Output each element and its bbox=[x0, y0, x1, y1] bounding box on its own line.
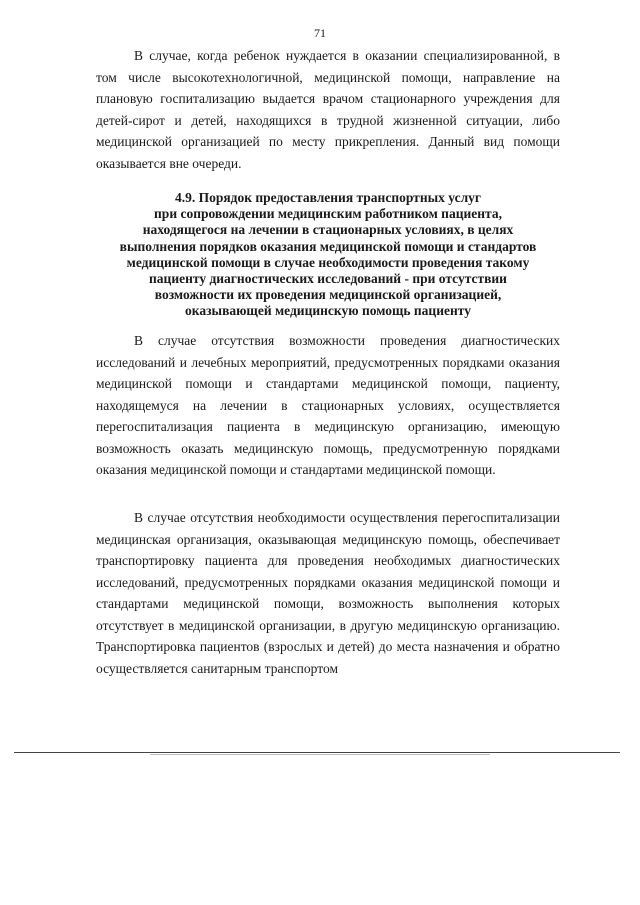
heading-line: при сопровождении медицинским работником пациента, bbox=[154, 206, 502, 222]
heading-line: пациенту диагностических исследований - при отсутствии bbox=[149, 271, 507, 287]
heading-line: выполнения порядков оказания медицинской помощи и стандартов bbox=[119, 238, 537, 254]
paragraph-rehospitalization bbox=[96, 330, 560, 481]
paragraph-text: В случае, когда ребенок нуждается в оказании специализированной, в том числе высокотехнологичной, медицинской помощи, направление на плановую госпитализацию выдается врачом стационарного учреждения для детей-сирот и детей, находящихся в трудной жизненной ситуации, либо медицинской организацией по месту прикрепления. Данный вид помощи оказывается вне очереди. bbox=[96, 48, 560, 171]
heading-line: 4.9. Порядок предоставления транспортных услуг bbox=[174, 190, 482, 205]
heading-line: оказывающей медицинскую помощь пациенту bbox=[185, 303, 471, 319]
section-heading-4-9 bbox=[88, 190, 568, 320]
footer-divider bbox=[14, 752, 620, 753]
heading-line: возможности их проведения медицинской организацией, bbox=[154, 287, 502, 303]
paragraph-text: В случае отсутствия необходимости осуществления перегоспитализации медицинская организация, оказывающая медицинскую помощь, обеспечивает транспортировку пациента для проведения необходимых диагностических исследований, предусмотренных порядками оказания медицинской помощи и стандартами медицинской помощи, возможность выполнения которых отсутствует в медицинской организации, в другую медицинскую организацию. Транспортировка пациентов (взрослых и детей) до места назначения и обратно осуществляется санитарным транспортом bbox=[96, 510, 560, 676]
page-number: 71 bbox=[314, 26, 326, 40]
heading-line: медицинской помощи в случае необходимости проведения такому bbox=[126, 254, 530, 270]
footer-divider-faint bbox=[150, 754, 490, 755]
heading-line: находящегося на лечении в стационарных условиях, в целях bbox=[142, 222, 514, 238]
paragraph-hospitalization-referral bbox=[96, 45, 560, 174]
paragraph-text: В случае отсутствия возможности проведения диагностических исследований и лечебных мероприятий, предусмотренных порядками оказания медицинской помощи и стандартами медицинской помощи, пациенту, находящемуся на лечении в стационарных условиях, осуществляется перегоспитализация пациента в медицинскую организацию, имеющую возможность оказать медицинскую помощь, предусмотренную порядками оказания медицинской помощи и стандартами медицинской помощи. bbox=[96, 333, 560, 477]
paragraph-transportation bbox=[96, 507, 560, 679]
